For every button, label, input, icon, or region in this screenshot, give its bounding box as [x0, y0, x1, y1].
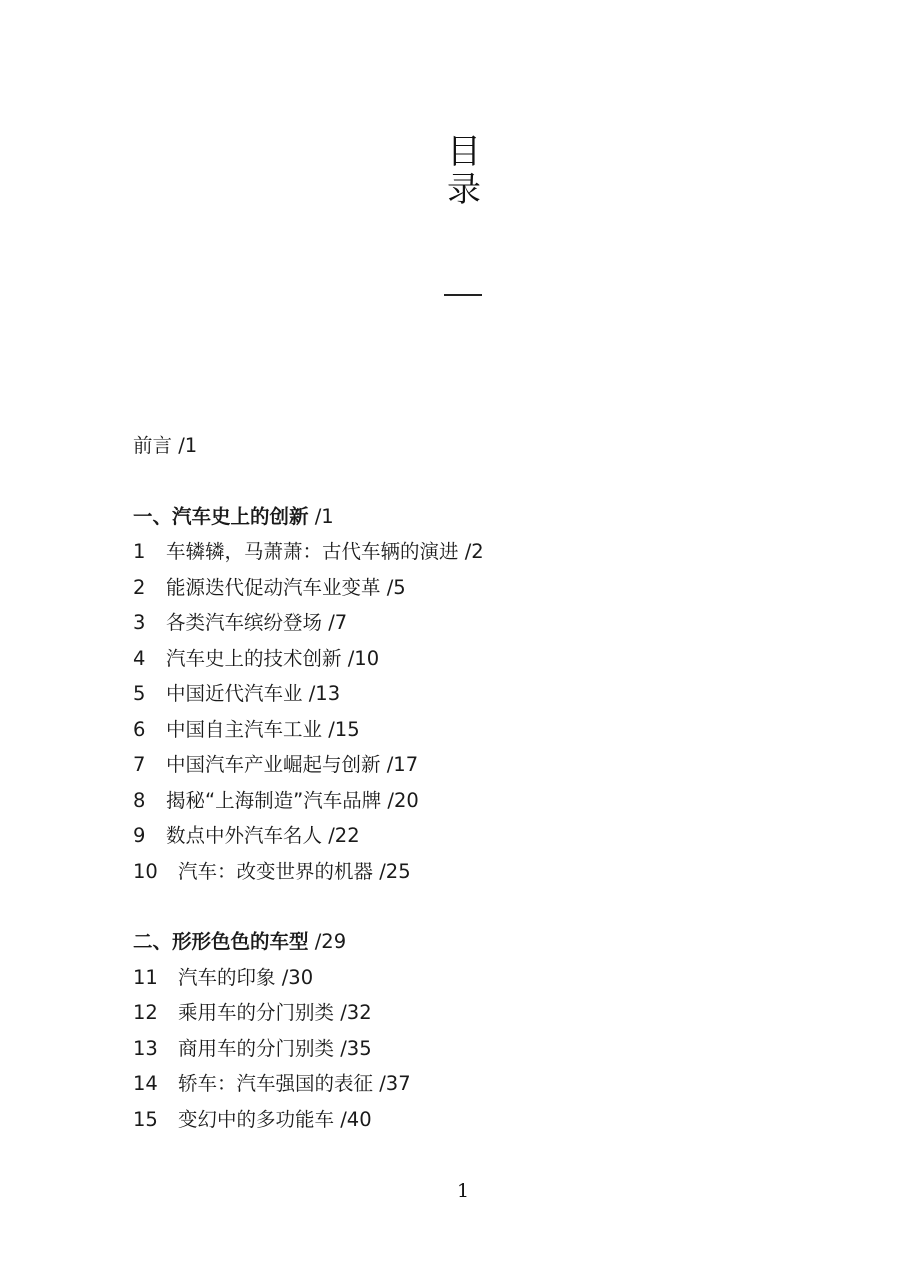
toc-entry-title: 汽车：改变世界的机器 — [178, 859, 374, 883]
title-divider — [444, 294, 482, 296]
toc-entry-page: /2 — [464, 540, 484, 563]
toc-entry-number: 4 — [133, 646, 146, 670]
table-of-contents — [133, 428, 813, 1137]
toc-entry-number: 8 — [133, 788, 146, 812]
toc-entry-number: 1 — [133, 540, 146, 563]
toc-entry-number: 15 — [133, 1107, 158, 1131]
toc-entry-number: 9 — [133, 824, 146, 847]
toc-entry-title: 轿车：汽车强国的表征 — [178, 1072, 374, 1095]
toc-entry-page: /13 — [308, 682, 341, 705]
toc-entry-page: /1 — [178, 434, 198, 457]
toc-entry-page: /37 — [379, 1072, 411, 1095]
toc-entry[interactable] — [133, 854, 813, 890]
toc-entry-title: 乘用车的分门别类 — [178, 1001, 335, 1024]
toc-entry-page: /17 — [386, 753, 419, 776]
page-title-char-2: 录 — [447, 170, 481, 210]
toc-entry-title: 车辚辚，马萧萧：古代车辆的演进 — [166, 540, 459, 563]
toc-entry-page: /40 — [340, 1107, 372, 1131]
toc-entry-number: 10 — [133, 859, 158, 883]
toc-entry-title: 汽车史上的技术创新 — [166, 646, 342, 670]
toc-entry-title: 中国自主汽车工业 — [166, 717, 323, 741]
toc-entry-title: 汽车的印象 — [178, 965, 276, 989]
toc-entry-title: 数点中外汽车名人 — [166, 824, 323, 847]
toc-entry[interactable] — [133, 570, 813, 606]
toc-entry-title: 各类汽车缤纷登场 — [166, 611, 323, 634]
toc-entry-title: 揭秘“上海制造”汽车品牌 — [166, 788, 382, 812]
toc-entry[interactable] — [133, 747, 813, 783]
toc-entry-number: 6 — [133, 717, 146, 741]
toc-entry-page: /10 — [347, 646, 380, 670]
toc-section-title: 二、形形色色的车型 — [133, 930, 309, 953]
toc-entry[interactable] — [133, 712, 813, 748]
toc-entry-page: /35 — [340, 1036, 372, 1060]
toc-entry[interactable] — [133, 641, 813, 677]
toc-entry-page: /5 — [386, 575, 406, 599]
page-number: 1 — [456, 1180, 470, 1202]
toc-section-1[interactable] — [133, 499, 813, 535]
toc-entry-title: 中国汽车产业崛起与创新 — [166, 753, 381, 776]
toc-entry[interactable] — [133, 995, 813, 1031]
toc-entry-page: /22 — [328, 824, 360, 847]
toc-section-2[interactable] — [133, 924, 813, 960]
toc-entry-title: 中国近代汽车业 — [166, 682, 303, 705]
toc-entry-title: 能源迭代促动汽车业变革 — [166, 575, 381, 599]
toc-entry[interactable] — [133, 960, 813, 996]
toc-entry[interactable] — [133, 818, 813, 854]
toc-entry-number: 12 — [133, 1001, 158, 1024]
toc-entry[interactable] — [133, 1031, 813, 1067]
toc-entry-number: 5 — [133, 682, 146, 705]
toc-entry-page: /32 — [340, 1001, 372, 1024]
toc-entry[interactable] — [133, 676, 813, 712]
toc-entry-number: 3 — [133, 611, 146, 634]
toc-entry-page: /20 — [387, 788, 419, 812]
toc-entry[interactable] — [133, 1102, 813, 1138]
toc-entry-title: 变幻中的多功能车 — [178, 1107, 335, 1131]
toc-entry[interactable] — [133, 783, 813, 819]
toc-preface[interactable] — [133, 428, 813, 464]
toc-entry-title: 商用车的分门别类 — [178, 1036, 335, 1060]
page-title — [440, 133, 488, 209]
toc-entry[interactable] — [133, 1066, 813, 1102]
toc-entry-page: /29 — [314, 930, 347, 953]
toc-entry-page: /7 — [328, 611, 348, 634]
page-title-char-1: 目 — [447, 132, 481, 172]
toc-entry-page: /15 — [328, 717, 360, 741]
toc-entry-title: 前言 — [133, 434, 173, 457]
toc-entry-number: 2 — [133, 575, 146, 599]
toc-entry[interactable] — [133, 534, 813, 570]
toc-section-title: 一、汽车史上的创新 — [133, 504, 309, 528]
toc-entry-page: /30 — [281, 965, 314, 989]
toc-entry[interactable] — [133, 605, 813, 641]
toc-entry-number: 11 — [133, 965, 158, 989]
toc-entry-number: 14 — [133, 1072, 158, 1095]
toc-entry-number: 13 — [133, 1036, 158, 1060]
toc-entry-page: /25 — [379, 859, 411, 883]
toc-entry-number: 7 — [133, 753, 146, 776]
toc-entry-page: /1 — [314, 504, 334, 528]
